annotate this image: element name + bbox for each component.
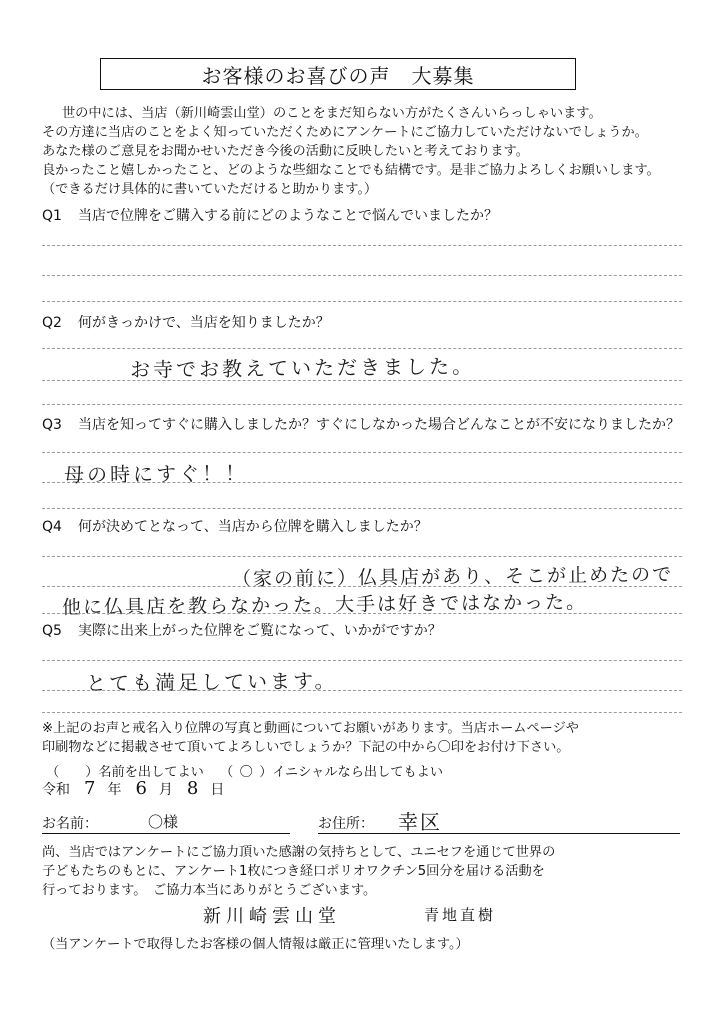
date-field: [42, 778, 224, 799]
question-number: Q4: [42, 519, 62, 535]
date-year: 7: [84, 778, 96, 799]
answer-line: [42, 245, 682, 246]
question-1: [42, 205, 498, 225]
answer-line: [42, 712, 682, 713]
answer-line: [42, 301, 682, 302]
question-text: 実際に出来上がった位牌をご覧になって、いかがですか？: [78, 623, 442, 639]
answer-line: [42, 482, 682, 483]
intro-line: その方達に当店のことをよく知っていただくためにアンケートにご協力していただけないでしょうか。: [42, 125, 648, 140]
date-day: 8: [186, 778, 199, 799]
date-year-unit: 年: [107, 782, 122, 798]
thanks-line: 行っております。 ご協力本当にありがとうございます。: [42, 883, 377, 898]
intro-line: 世の中には、当店（新川崎雲山堂）のことをまだ知らない方がたくさんいらっしゃいます。: [62, 106, 602, 121]
consent-label: 名前を出してよい: [98, 765, 204, 780]
consent-mark: 〇: [239, 765, 253, 780]
answer-line: [42, 380, 682, 381]
consent-option-name[interactable]: （ ）名前を出してよい: [46, 765, 204, 780]
shop-name: 新川崎雲山堂: [203, 906, 341, 927]
address-underline: [318, 833, 680, 834]
question-number: Q1: [42, 208, 62, 224]
question-2: [42, 312, 330, 332]
answer-q3: 母の時にすぐ！！: [63, 461, 249, 487]
intro-text: [42, 104, 660, 199]
name-value: 〇様: [148, 813, 179, 831]
name-underline: [42, 833, 290, 834]
answer-q5: とても満足しています。: [85, 668, 338, 696]
thanks-line: 尚、当店ではアンケートにご協力頂いた感謝の気持ちとして、ユニセフを通じて世界の: [42, 845, 556, 860]
date-day-unit: 日: [210, 782, 225, 798]
intro-line: あなた様のご意見をお聞かせいただき今後の活動に反映したいと考えております。: [42, 144, 529, 159]
consent-label: イニシャルなら出してもよい: [272, 765, 444, 780]
question-number: Q5: [42, 623, 62, 639]
question-number: Q2: [42, 315, 62, 331]
date-month: 6: [135, 778, 147, 799]
answer-q4-line-2: 他に仏具店を教らなかった。大手は好きではなかった。: [61, 591, 588, 619]
date-month-unit: 月: [158, 782, 173, 798]
answer-line: [42, 508, 682, 509]
answer-q2: お寺でお教えていただきました。: [129, 354, 476, 382]
date-era: 令和: [42, 782, 70, 798]
representative-name: 青地直樹: [424, 906, 497, 924]
answer-line: [42, 690, 682, 691]
publication-request: [42, 719, 579, 757]
privacy-footer: （当アンケートで取得したお客様の個人情報は厳正に管理いたします。）: [42, 937, 469, 952]
question-text: 当店で位牌をご購入する前にどのようなことで悩んでいましたか？: [78, 208, 498, 224]
survey-title: お客様のお喜びの声 大募集: [100, 58, 576, 90]
answer-q4-line-1: （家の前に）仏具店があり、そこが止めたので: [231, 563, 674, 591]
intro-line: 良かったこと嬉しかったこと、どのような些細なことでも結構です。是非ご協力よろしくお願いします。: [42, 163, 660, 178]
question-number: Q3: [42, 417, 62, 433]
answer-line: [42, 556, 682, 557]
consent-option-initials[interactable]: （ 〇 ）イニシャルなら出してもよい: [220, 761, 443, 780]
answer-line: [42, 452, 682, 453]
question-text: 何がきっかけで、当店を知りましたか？: [78, 315, 330, 331]
question-5: [42, 620, 442, 640]
name-label: お名前：: [42, 816, 98, 832]
answer-line: [42, 613, 682, 614]
intro-line: （できるだけ具体的に書いていただけると助かります。）: [42, 182, 378, 197]
address-label: お住所：: [318, 816, 374, 832]
answer-line: [42, 275, 682, 276]
answer-line: [42, 348, 682, 349]
note-line: ※上記のお声と戒名入り位牌の写真と動画についてお願いがあります。当店ホームページや: [42, 721, 579, 736]
question-text: 何が決めてとなって、当店から位牌を購入しましたか？: [78, 519, 428, 535]
question-4: [42, 516, 428, 536]
answer-line: [42, 404, 682, 405]
question-text: 当店を知ってすぐに購入しましたか？すぐにしなかった場合どんなことが不安になりましたか？: [78, 417, 680, 433]
thanks-line: 子どもたちのもとに、アンケート1枚につき経口ポリオワクチン5回分を届ける活動を: [42, 864, 545, 879]
question-3: [42, 414, 680, 434]
unicef-thanks: [42, 843, 555, 900]
note-line: 印刷物などに掲載させて頂いてよろしいでしょうか？下記の中から〇印をお付け下さい。: [42, 740, 570, 755]
address-value: 幸区: [398, 810, 442, 834]
answer-line: [42, 660, 682, 661]
